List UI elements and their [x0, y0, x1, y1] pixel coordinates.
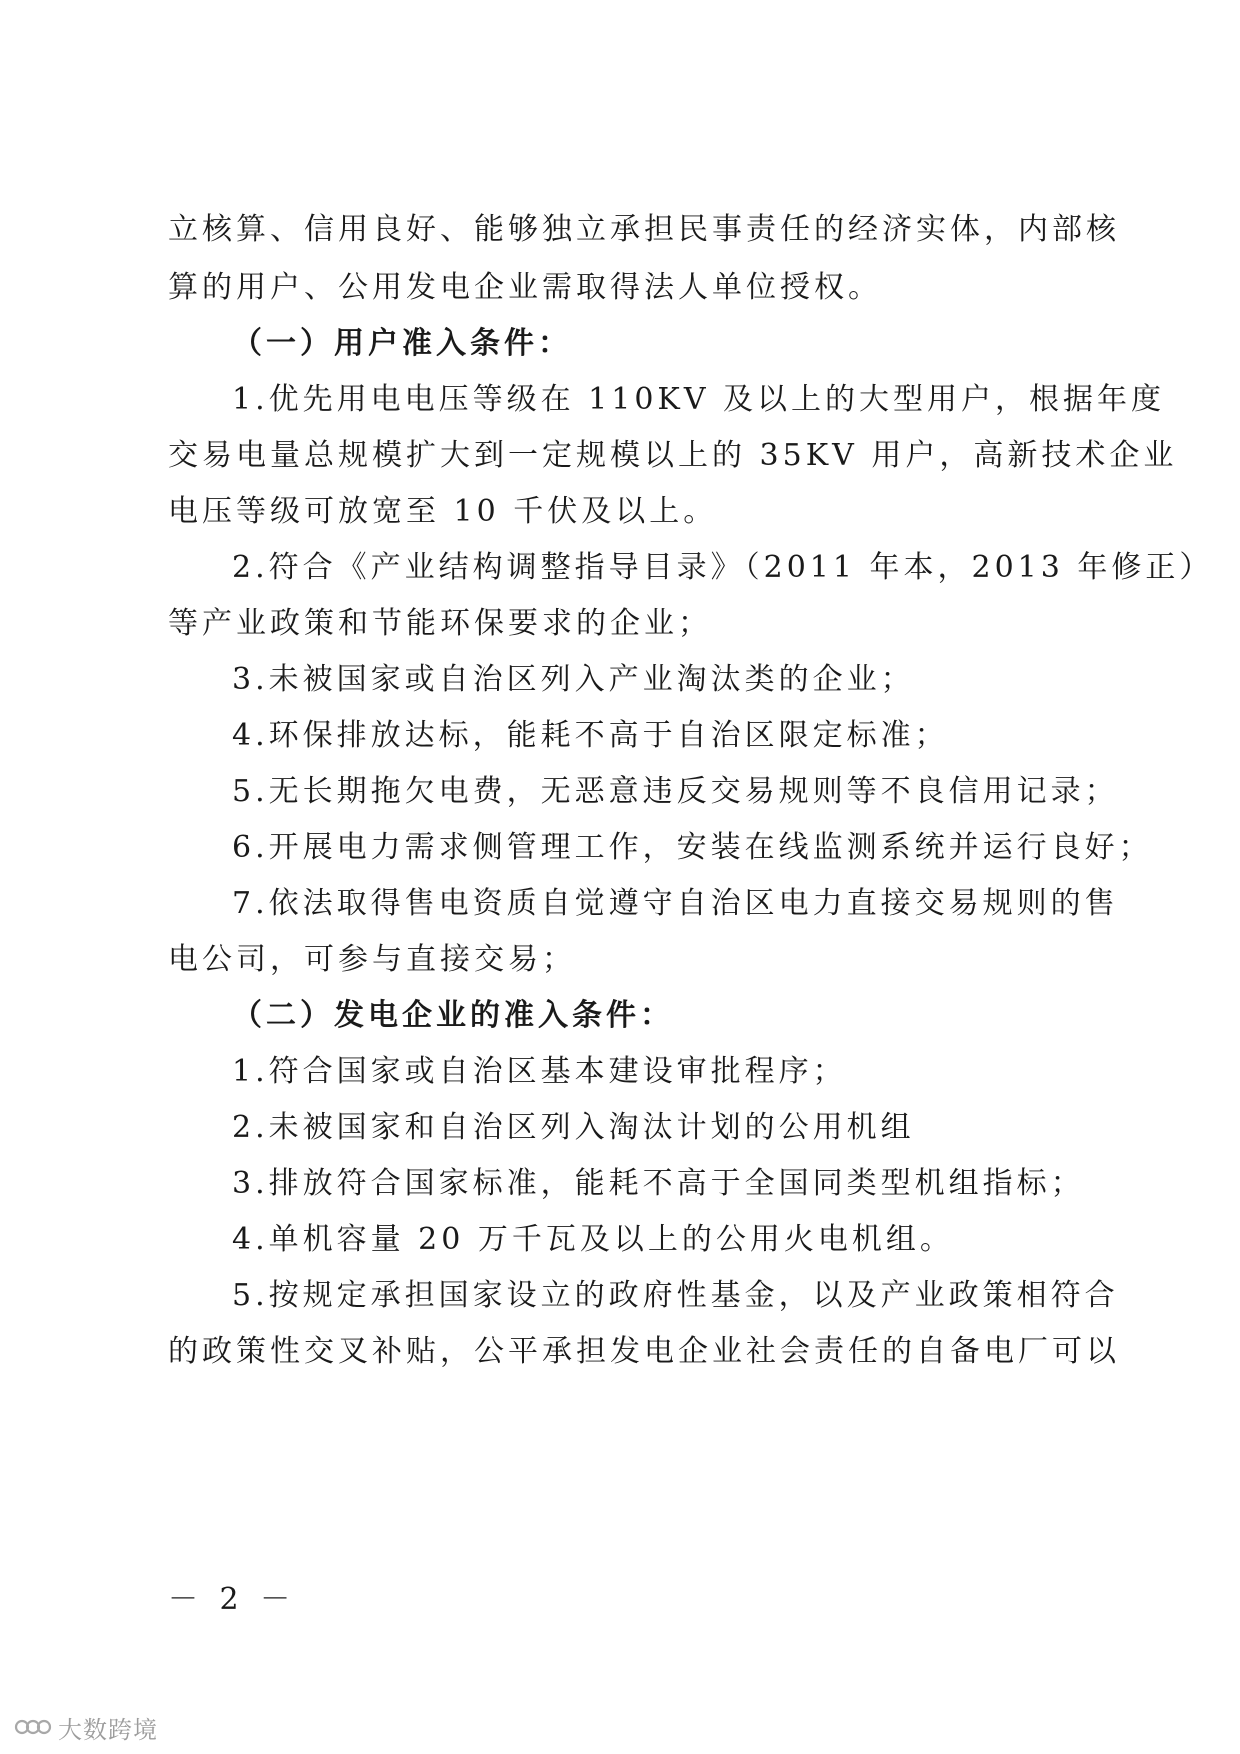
list-item: 6.开展电力需求侧管理工作，安装在线监测系统并运行良好；	[232, 830, 1153, 865]
page-number: － 2 －	[168, 1582, 297, 1617]
list-item: 7.依法取得售电资质自觉遵守自治区电力直接交易规则的售	[232, 886, 1119, 921]
list-item: 4.环保排放达标，能耗不高于自治区限定标准；	[232, 718, 949, 753]
body-text-line: 等产业政策和节能环保要求的企业；	[168, 606, 712, 641]
body-text-line: 电压等级可放宽至 10 千伏及以上。	[168, 494, 718, 529]
section-heading-generator-admission: （二）发电企业的准入条件：	[232, 998, 674, 1033]
body-text-line: 电公司，可参与直接交易；	[168, 942, 576, 977]
list-item: 4.单机容量 20 万千瓦及以上的公用火电机组。	[232, 1222, 954, 1257]
watermark	[14, 1712, 158, 1742]
list-item: 3.未被国家或自治区列入产业淘汰类的企业；	[232, 662, 915, 697]
list-item: 1.优先用电电压等级在 110KV 及以上的大型用户，根据年度	[232, 382, 1166, 417]
body-text-line: 交易电量总规模扩大到一定规模以上的 35KV 用户，高新技术企业	[168, 438, 1178, 473]
section-heading-user-admission: （一）用户准入条件：	[232, 326, 572, 361]
brand-logo-icon	[14, 1716, 52, 1738]
body-text-line: 的政策性交叉补贴，公平承担发电企业社会责任的自备电厂可以	[168, 1334, 1120, 1369]
body-text-line: 立核算、信用良好、能够独立承担民事责任的经济实体，内部核	[168, 212, 1120, 247]
list-item: 2.符合《产业结构调整指导目录》（2011 年本，2013 年修正）	[232, 550, 1214, 585]
watermark-text: 大数跨境	[58, 1715, 158, 1744]
list-item: 2.未被国家和自治区列入淘汰计划的公用机组	[232, 1110, 915, 1145]
list-item: 5.无长期拖欠电费，无恶意违反交易规则等不良信用记录；	[232, 774, 1119, 809]
list-item: 1.符合国家或自治区基本建设审批程序；	[232, 1054, 847, 1089]
body-text-line: 算的用户、公用发电企业需取得法人单位授权。	[168, 270, 882, 305]
list-item: 5.按规定承担国家设立的政府性基金，以及产业政策相符合	[232, 1278, 1119, 1313]
list-item: 3.排放符合国家标准，能耗不高于全国同类型机组指标；	[232, 1166, 1085, 1201]
